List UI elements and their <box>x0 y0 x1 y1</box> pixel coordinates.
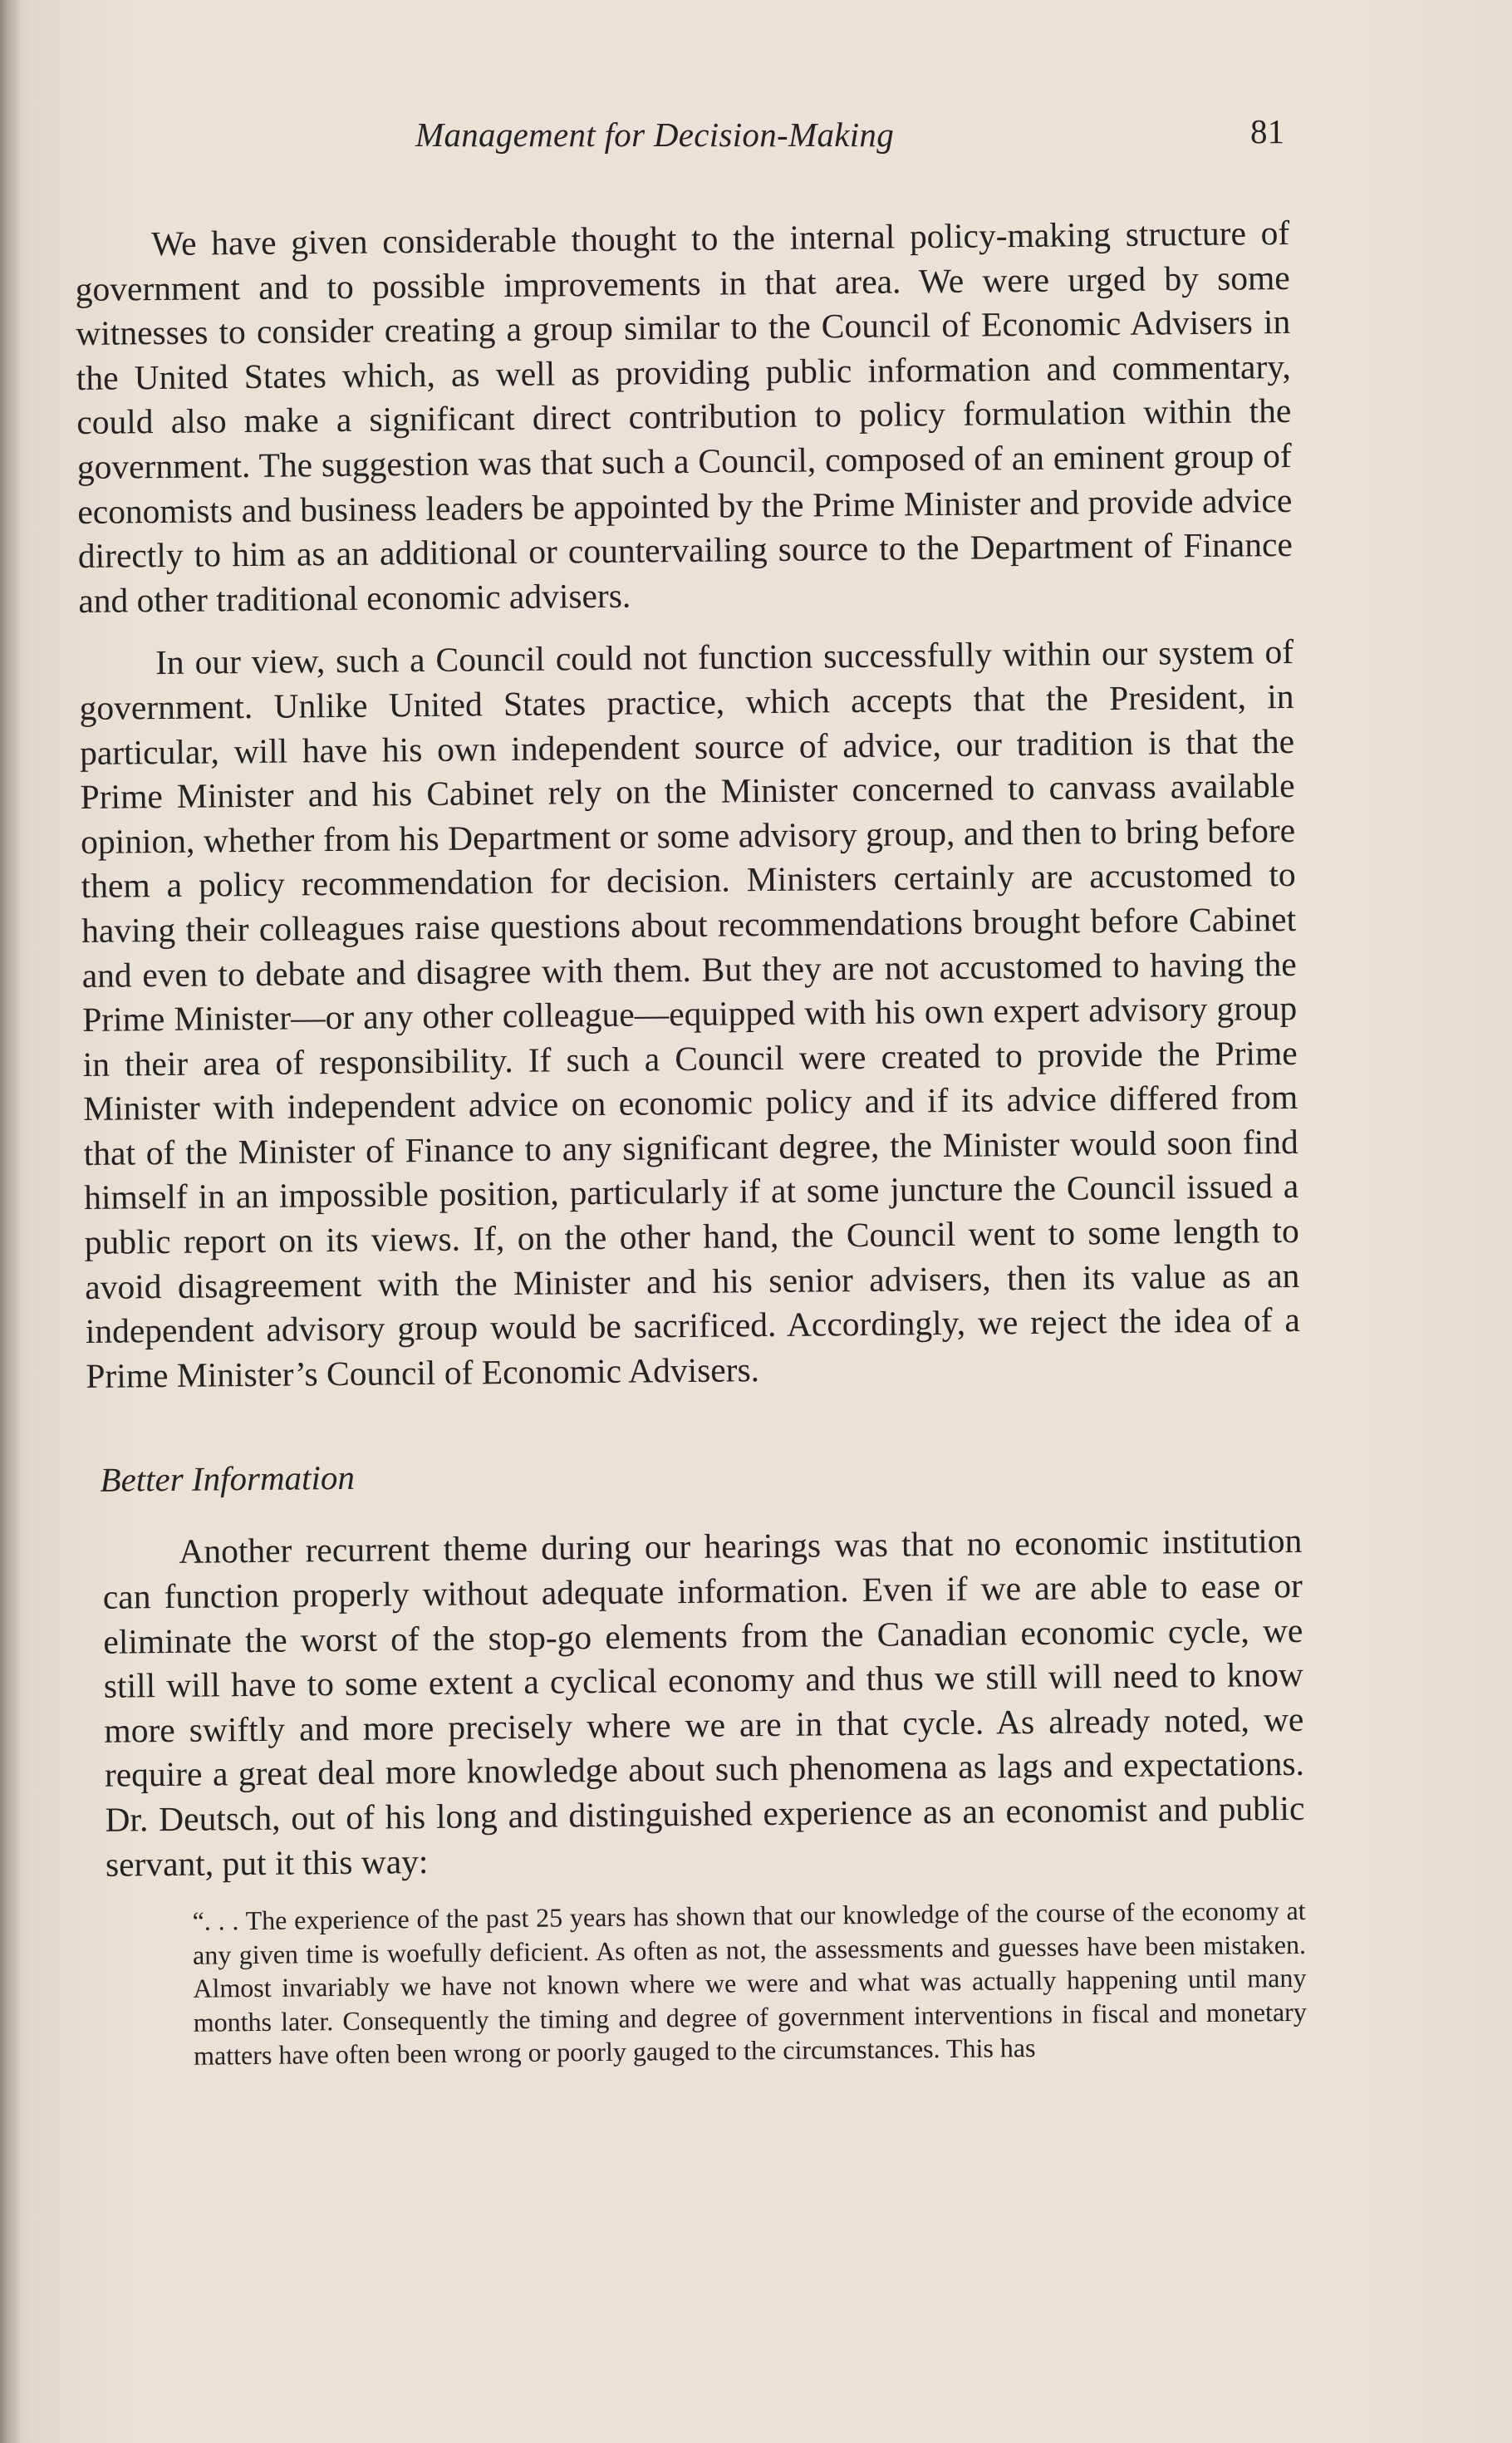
page-number: 81 <box>1250 112 1284 150</box>
paragraph-council-rejection: In our view, such a Council could not function successfully within our system of government. Unlike United States practice, which accepts that the President, in particular, will have his own independent source of advice, our tradition is that the Prime Minister and his Cabinet rely on the Minister concerned to canvass available opinion, whether from his Department or some advisory group, and then to bring before them a policy recommendation for decision. Ministers certainly are accustomed to having their colleagues raise questions about recommendations brought before Cabinet and even to debate and disagree with them. But they are not accustomed to having the Prime Minister—or any other colleague—equipped with his own expert advisory group in their area of responsibility. If such a Council were created to provide the Prime Minister with independent advice on economic policy and if its advice differed from that of the Minister of Finance to any significant degree, the Minister would soon find himself in an impossible position, particularly if at some juncture the Council issued a public report on its views. If, on the other hand, the Council went to some length to avoid disagreement with the Minister and his senior advisers, then its value as an independent advisory group would be sacrificed. Accordingly, we reject the idea of a Prime Minister’s Council of Economic Advisers. <box>79 632 1300 1395</box>
block-quote-deutsch: “. . . The experience of the past 25 years has shown that our knowledge of the course of the economy at any given time is woefully deficient. As often as not, the assessments and guesses have been mistaken. Almost invariably we have not known where we were and what was actually happening until many months later. Consequently the timing and degree of government interventions in fiscal and monetary matters have often been wrong or poorly gauged to the circumstances. This has <box>192 1895 1307 2071</box>
body-text <box>75 211 1307 2074</box>
running-head-title: Management for Decision-Making <box>415 116 895 154</box>
binding-gutter-shadow <box>0 0 22 2443</box>
section-heading: Better Information <box>100 1458 356 1500</box>
paragraph-better-information: Another recurrent theme during our hearings was that no economic institution can function properly without adequate information. Even if we are able to ease or eliminate the worst of the stop-go elements from the Canadian economic cycle, we still will have to some extent a cyclical economy and thus we still will need to know more swiftly and more precisely where we are in that cycle. As already noted, we require a great deal more knowledge about such phenomena as lags and expectations. Dr. Deutsch, out of his long and distinguished experience as an economist and public servant, put it this way: <box>102 1521 1305 1884</box>
paragraph-council-proposal: We have given considerable thought to the internal policy-making structure of government and to possible improvements in that area. We were urged by some witnesses to consider creating a group similar to the Council of Economic Advisers in the United States which, as well as providing public information and commentary, could also make a significant direct contribution to policy formulation within the government. The suggestion was that such a Council, composed of an eminent group of economists and business leaders be appointed by the Prime Minister and provide advice directly to him as an additional or countervailing source to the Department of Finance and other traditional economic advisers. <box>75 213 1294 620</box>
